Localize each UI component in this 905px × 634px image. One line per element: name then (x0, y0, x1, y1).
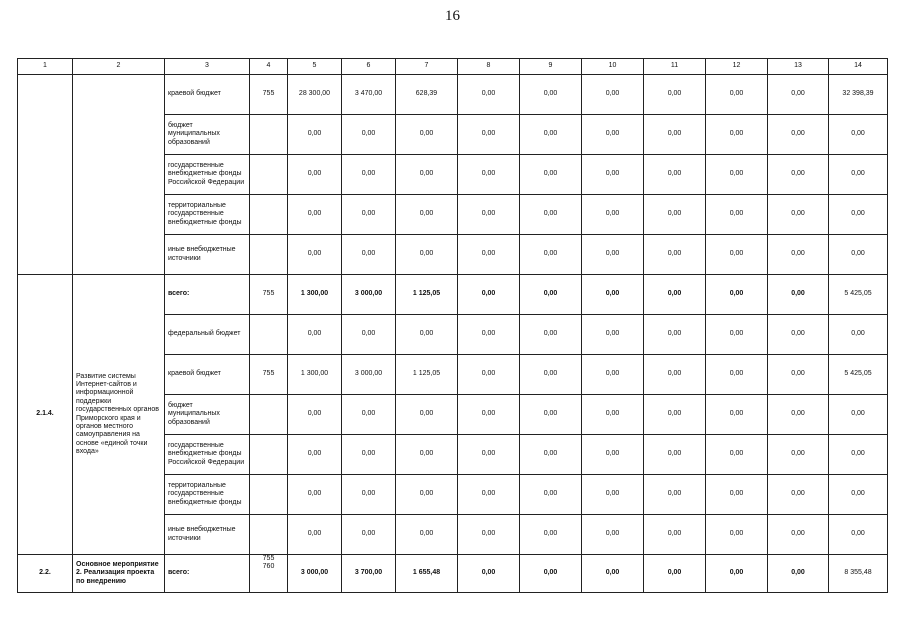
funding-source: государственные внебюджетные фонды Российской Федерации (165, 435, 250, 475)
amount-cell: 0,00 (520, 475, 582, 515)
amount-cell: 0,00 (706, 395, 768, 435)
amount-cell: 0,00 (768, 435, 829, 475)
column-header: 3 (165, 59, 250, 75)
amount-cell: 0,00 (288, 195, 342, 235)
amount-cell: 0,00 (644, 195, 706, 235)
amount-cell: 0,00 (768, 555, 829, 593)
funding-source: всего: (165, 555, 250, 593)
budget-code: 755 760 (250, 555, 288, 593)
column-header: 9 (520, 59, 582, 75)
item-name: Основное мероприятие 2. Реализация проекта по внедрению (73, 555, 165, 593)
item-name-cell (73, 75, 165, 275)
column-header: 4 (250, 59, 288, 75)
page-number: 16 (445, 8, 460, 24)
amount-cell: 0,00 (768, 195, 829, 235)
amount-cell: 1 655,48 (396, 555, 458, 593)
amount-cell: 0,00 (829, 435, 888, 475)
budget-code (250, 155, 288, 195)
amount-cell: 0,00 (396, 475, 458, 515)
amount-cell: 0,00 (582, 555, 644, 593)
column-header: 10 (582, 59, 644, 75)
amount-cell: 0,00 (768, 235, 829, 275)
amount-cell: 0,00 (458, 355, 520, 395)
amount-cell: 0,00 (342, 515, 396, 555)
column-header: 2 (73, 59, 165, 75)
amount-cell: 0,00 (644, 75, 706, 115)
amount-cell: 5 425,05 (829, 275, 888, 315)
budget-code (250, 195, 288, 235)
amount-cell: 0,00 (520, 275, 582, 315)
amount-cell: 0,00 (342, 195, 396, 235)
column-header: 12 (706, 59, 768, 75)
amount-cell: 0,00 (396, 515, 458, 555)
amount-cell: 0,00 (829, 155, 888, 195)
amount-cell: 0,00 (829, 115, 888, 155)
amount-cell: 1 300,00 (288, 355, 342, 395)
amount-cell: 0,00 (582, 395, 644, 435)
amount-cell: 0,00 (342, 155, 396, 195)
column-header: 1 (18, 59, 73, 75)
amount-cell: 0,00 (706, 75, 768, 115)
amount-cell: 0,00 (829, 475, 888, 515)
amount-cell: 0,00 (829, 235, 888, 275)
funding-source: иные внебюджетные источники (165, 515, 250, 555)
budget-code: 755 (250, 275, 288, 315)
amount-cell: 0,00 (520, 395, 582, 435)
funding-source: краевой бюджет (165, 75, 250, 115)
item-number: 2.2. (18, 555, 73, 593)
amount-cell: 0,00 (458, 315, 520, 355)
amount-cell: 0,00 (644, 155, 706, 195)
amount-cell: 0,00 (520, 515, 582, 555)
amount-cell: 0,00 (768, 515, 829, 555)
amount-cell: 0,00 (706, 435, 768, 475)
item-name: Развитие системы Интернет-сайтов и информационной поддержки государственных органов Приморского края и органов местного самоуправления на основе «единой точки входа» (73, 275, 165, 555)
table-row (18, 75, 888, 115)
amount-cell: 0,00 (644, 275, 706, 315)
amount-cell: 0,00 (582, 435, 644, 475)
funding-source: бюджет муниципальных образований (165, 395, 250, 435)
amount-cell: 0,00 (520, 555, 582, 593)
amount-cell: 3 000,00 (342, 275, 396, 315)
funding-source: бюджет муниципальных образований (165, 115, 250, 155)
amount-cell: 0,00 (458, 115, 520, 155)
amount-cell: 32 398,39 (829, 75, 888, 115)
amount-cell: 0,00 (288, 115, 342, 155)
budget-code (250, 475, 288, 515)
amount-cell: 0,00 (582, 115, 644, 155)
amount-cell: 0,00 (520, 75, 582, 115)
amount-cell: 3 470,00 (342, 75, 396, 115)
table-row (18, 275, 888, 315)
amount-cell: 0,00 (288, 395, 342, 435)
amount-cell: 628,39 (396, 75, 458, 115)
amount-cell: 0,00 (706, 115, 768, 155)
amount-cell: 0,00 (768, 355, 829, 395)
amount-cell: 0,00 (458, 555, 520, 593)
budget-code (250, 235, 288, 275)
amount-cell: 0,00 (288, 515, 342, 555)
amount-cell: 0,00 (288, 475, 342, 515)
amount-cell: 8 355,48 (829, 555, 888, 593)
column-header: 6 (342, 59, 396, 75)
budget-code (250, 115, 288, 155)
amount-cell: 0,00 (582, 195, 644, 235)
amount-cell: 0,00 (458, 515, 520, 555)
amount-cell: 0,00 (768, 275, 829, 315)
amount-cell: 0,00 (288, 235, 342, 275)
budget-code: 755 (250, 355, 288, 395)
funding-source: государственные внебюджетные фонды Российской Федерации (165, 155, 250, 195)
amount-cell: 0,00 (829, 315, 888, 355)
amount-cell: 0,00 (582, 235, 644, 275)
funding-source: территориальные государственные внебюджетные фонды (165, 195, 250, 235)
amount-cell: 0,00 (342, 435, 396, 475)
amount-cell: 0,00 (582, 155, 644, 195)
amount-cell: 0,00 (829, 195, 888, 235)
amount-cell: 0,00 (706, 475, 768, 515)
amount-cell: 0,00 (288, 315, 342, 355)
amount-cell: 1 300,00 (288, 275, 342, 315)
budget-table (17, 58, 888, 593)
amount-cell: 0,00 (582, 315, 644, 355)
amount-cell: 0,00 (396, 315, 458, 355)
amount-cell: 0,00 (458, 475, 520, 515)
table-row (18, 555, 888, 593)
amount-cell: 0,00 (520, 235, 582, 275)
funding-source: иные внебюджетные источники (165, 235, 250, 275)
amount-cell: 0,00 (342, 235, 396, 275)
amount-cell: 0,00 (342, 315, 396, 355)
amount-cell: 0,00 (582, 355, 644, 395)
column-header: 7 (396, 59, 458, 75)
amount-cell: 28 300,00 (288, 75, 342, 115)
amount-cell: 0,00 (768, 155, 829, 195)
amount-cell: 0,00 (768, 315, 829, 355)
amount-cell: 0,00 (520, 155, 582, 195)
amount-cell: 0,00 (644, 435, 706, 475)
amount-cell: 1 125,05 (396, 355, 458, 395)
item-number: 2.1.4. (18, 275, 73, 555)
amount-cell: 0,00 (644, 515, 706, 555)
funding-source: всего: (165, 275, 250, 315)
amount-cell: 0,00 (706, 155, 768, 195)
amount-cell: 0,00 (706, 195, 768, 235)
column-header: 8 (458, 59, 520, 75)
funding-source: территориальные государственные внебюджетные фонды (165, 475, 250, 515)
amount-cell: 0,00 (582, 475, 644, 515)
amount-cell: 0,00 (396, 195, 458, 235)
amount-cell: 0,00 (644, 115, 706, 155)
amount-cell: 5 425,05 (829, 355, 888, 395)
funding-source: краевой бюджет (165, 355, 250, 395)
amount-cell: 0,00 (520, 315, 582, 355)
amount-cell: 0,00 (520, 195, 582, 235)
budget-code (250, 315, 288, 355)
amount-cell: 0,00 (768, 115, 829, 155)
amount-cell: 0,00 (396, 395, 458, 435)
amount-cell: 0,00 (396, 155, 458, 195)
header-row (18, 59, 888, 75)
amount-cell: 0,00 (458, 195, 520, 235)
column-header: 13 (768, 59, 829, 75)
amount-cell: 0,00 (829, 395, 888, 435)
amount-cell: 0,00 (644, 355, 706, 395)
amount-cell: 3 000,00 (288, 555, 342, 593)
amount-cell: 0,00 (458, 395, 520, 435)
amount-cell: 0,00 (288, 155, 342, 195)
amount-cell: 0,00 (396, 435, 458, 475)
amount-cell: 0,00 (458, 275, 520, 315)
amount-cell: 0,00 (582, 515, 644, 555)
budget-code (250, 435, 288, 475)
amount-cell: 0,00 (520, 355, 582, 395)
amount-cell: 0,00 (396, 235, 458, 275)
amount-cell: 0,00 (520, 115, 582, 155)
amount-cell: 0,00 (458, 235, 520, 275)
amount-cell: 0,00 (644, 315, 706, 355)
column-header: 14 (829, 59, 888, 75)
amount-cell: 0,00 (342, 395, 396, 435)
amount-cell: 0,00 (458, 435, 520, 475)
amount-cell: 0,00 (520, 435, 582, 475)
budget-code: 755 (250, 75, 288, 115)
amount-cell: 0,00 (768, 395, 829, 435)
amount-cell: 0,00 (458, 75, 520, 115)
amount-cell: 0,00 (396, 115, 458, 155)
amount-cell: 0,00 (288, 435, 342, 475)
amount-cell: 0,00 (342, 475, 396, 515)
item-number-cell (18, 75, 73, 275)
funding-source: федеральный бюджет (165, 315, 250, 355)
amount-cell: 0,00 (644, 475, 706, 515)
amount-cell: 0,00 (706, 355, 768, 395)
amount-cell: 0,00 (644, 235, 706, 275)
amount-cell: 0,00 (582, 275, 644, 315)
amount-cell: 0,00 (706, 515, 768, 555)
amount-cell: 0,00 (706, 275, 768, 315)
amount-cell: 0,00 (458, 155, 520, 195)
column-header: 5 (288, 59, 342, 75)
column-header: 11 (644, 59, 706, 75)
amount-cell: 0,00 (768, 75, 829, 115)
amount-cell: 0,00 (342, 115, 396, 155)
amount-cell: 0,00 (582, 75, 644, 115)
amount-cell: 1 125,05 (396, 275, 458, 315)
amount-cell: 0,00 (706, 555, 768, 593)
amount-cell: 0,00 (706, 235, 768, 275)
budget-code (250, 395, 288, 435)
budget-code (250, 515, 288, 555)
amount-cell: 3 700,00 (342, 555, 396, 593)
amount-cell: 0,00 (706, 315, 768, 355)
amount-cell: 0,00 (768, 475, 829, 515)
amount-cell: 3 000,00 (342, 355, 396, 395)
amount-cell: 0,00 (644, 395, 706, 435)
amount-cell: 0,00 (644, 555, 706, 593)
amount-cell: 0,00 (829, 515, 888, 555)
